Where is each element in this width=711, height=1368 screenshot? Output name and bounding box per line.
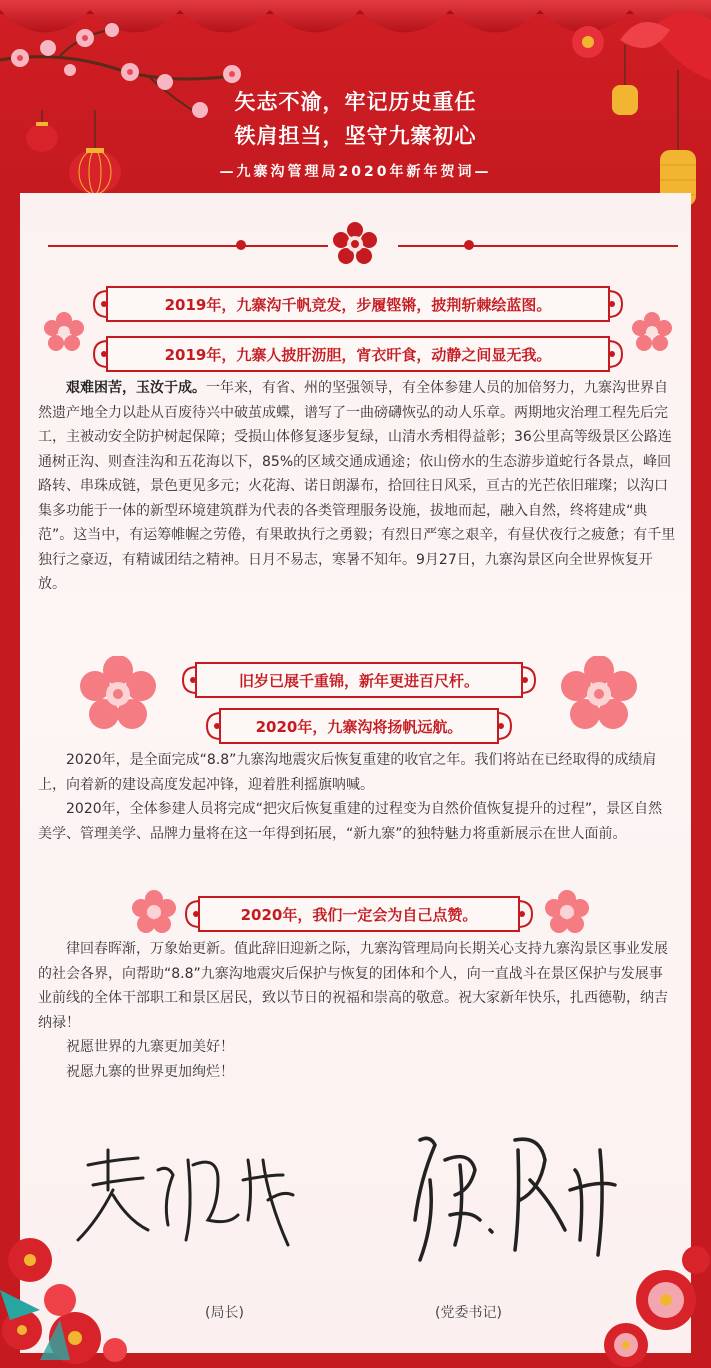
banner-scroll-icon	[519, 665, 537, 695]
corner-flower-decoration	[586, 1240, 711, 1368]
paragraph: 祝愿世界的九寨更加美好！	[66, 1039, 234, 1055]
flower-icon	[545, 890, 589, 934]
flower-icon	[632, 312, 672, 352]
section-2020-paragraphs	[38, 748, 676, 846]
flower-icon	[80, 656, 156, 732]
corner-flower-decoration	[0, 1220, 140, 1368]
closing-paragraphs	[38, 937, 676, 1084]
section-lead: 艰难困苦，玉汝于成。	[66, 380, 206, 396]
banner-scroll-icon	[606, 339, 624, 369]
banner-text: 2019年，九寨人披肝沥胆，宵衣旰食，动静之间显无我。	[106, 336, 610, 372]
headline-line-2: 铁肩担当，坚守九寨初心	[234, 124, 477, 148]
flower-icon	[44, 312, 84, 352]
paragraph: 2020年，全体参建人员将完成“把灾后恢复重建的过程变为自然价值恢复提升的过程”，景区自然美学、管理美学、品牌力量将在这一年得到拓展，“新九寨”的独特魅力将重新展示在世人面前。	[38, 801, 663, 842]
divider-flower-icon	[333, 222, 377, 266]
subtitle: —九寨沟管理局2020年新年贺词—	[219, 164, 492, 180]
signature-title-secretary: (党委书记)	[435, 1305, 502, 1321]
paragraph: 祝愿九寨的世界更加绚烂！	[66, 1063, 234, 1080]
banner-scroll-icon	[516, 899, 534, 929]
flower-icon	[132, 890, 176, 934]
divider-dot-left	[236, 240, 246, 250]
banner-scroll-icon	[495, 711, 513, 741]
headline-line-1: 矢志不渝，牢记历史重任	[234, 90, 477, 114]
banner-text: 2019年，九寨沟千帆竞发，步履铿锵，披荆斩棘绘蓝图。	[106, 286, 610, 322]
section-2019-paragraph	[38, 376, 676, 597]
banner-text: 旧岁已展千重锦，新年更进百尺杆。	[195, 662, 523, 698]
paragraph: 2020年，是全面完成“8.8”九寨沟地震灾后恢复重建的收官之年。我们将站在已经取得的成绩肩上，向着新的建设高度发起冲锋，迎着胜利摇旗呐喊。	[38, 752, 657, 793]
banner-text: 2020年，九寨沟将扬帆远航。	[219, 708, 499, 744]
flower-icon	[561, 656, 637, 732]
divider-dot-right	[464, 240, 474, 250]
signature-title-director: (局长)	[205, 1305, 244, 1321]
banner-scroll-icon	[606, 289, 624, 319]
paragraph: 律回春晖渐，万象始更新。值此辞旧迎新之际，九寨沟管理局向长期关心支持九寨沟景区事业发展的社会各界，向帮助“8.8”九寨沟地震灾后保护与恢复的团体和个人，向一直战斗在景区保护与发展事业前线的全体干部职工和景区居民，致以节日的祝福和崇高的敬意。祝大家新年快乐，扎西德勒，纳吉纳禄！	[38, 941, 668, 1031]
section-body: 一年来，有省、州的坚强领导，有全体参建人员的加倍努力，九寨沟世界自然遗产地全力以赴从百废待兴中破茧成蝶，谱写了一曲磅礴恢弘的动人乐章。两期地灾治理工程先后完工，主被动安全防护树起保障；受损山体修复逐步复绿，山清水秀相得益彰；36公里高等级景区公路连通树正沟、则查洼沟和五花海以下，85%的区域交通成通途；依山傍水的生态游步道蛇行各景点，峰回路转、串珠成链，景色更见多元；火花海、诺日朗瀑布，拾回往日风采，亘古的光芒依旧璀璨；以沟口集多功能于一体的新型环境建筑群为代表的各类管理服务设施，拔地而起，融入自然，终将建成“典范”。这当中，有运筹帷幄之劳倦，有果敢执行之勇毅；有烈日严寒之艰辛，有昼伏夜行之疲惫；有千里独行之豪迈，有精诚团结之精神。日月不易志，寒暑不知年。9月27日，九寨沟景区向全世界恢复开放。	[38, 380, 676, 592]
banner-text: 2020年，我们一定会为自己点赞。	[198, 896, 520, 932]
